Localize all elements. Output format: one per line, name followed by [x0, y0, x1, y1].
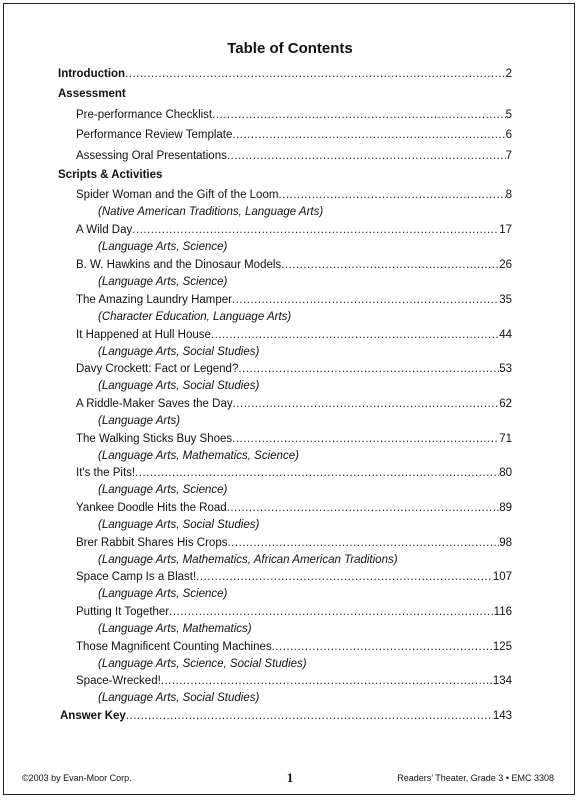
entry-page: 71: [499, 433, 512, 445]
entry-subjects: (Language Arts, Science): [98, 588, 228, 600]
dot-leader: [212, 108, 505, 122]
toc-entry[interactable]: [76, 362, 512, 393]
entry-subjects: (Language Arts, Social Studies): [98, 692, 260, 704]
entry-page: 17: [499, 224, 512, 236]
dot-leader: [125, 67, 506, 81]
entry-label: Space Camp Is a Blast!: [76, 571, 197, 583]
page-title: Table of Contents: [227, 40, 353, 57]
dot-leader: [126, 709, 493, 723]
entry-subjects: (Language Arts, Science, Social Studies): [98, 658, 307, 670]
entry-label: A Riddle-Maker Saves the Day: [76, 398, 233, 410]
toc-entry[interactable]: [76, 108, 512, 122]
toc-entry[interactable]: [76, 674, 512, 705]
toc-entry[interactable]: [76, 149, 512, 163]
entry-subjects: (Native American Traditions, Language Arts): [98, 206, 324, 218]
toc-entry[interactable]: [76, 397, 512, 428]
section-heading-assessment: Assessment: [58, 88, 126, 100]
entry-label: Pre-performance Checklist: [76, 109, 213, 121]
entry-subjects: (Language Arts, Science): [98, 276, 228, 288]
footer-copyright: ©2003 by Evan-Moor Corp.: [22, 773, 132, 783]
entry-page: 125: [492, 641, 512, 653]
entry-page: 98: [499, 537, 512, 549]
entry-label: Davy Crockett: Fact or Legend?: [76, 363, 239, 375]
entry-page: 89: [499, 502, 512, 514]
dot-leader: [233, 397, 500, 411]
entry-page: 7: [505, 150, 512, 162]
entry-label: Those Magnificent Counting Machines: [76, 641, 272, 653]
entry-subjects: (Language Arts, Mathematics, Science): [98, 450, 299, 462]
entry-label: B. W. Hawkins and the Dinosaur Models: [76, 259, 282, 271]
dot-leader: [196, 570, 493, 584]
dot-leader: [281, 258, 499, 272]
entry-page: 5: [505, 109, 512, 121]
entry-page: 26: [499, 259, 512, 271]
entry-label: Performance Review Template: [76, 129, 233, 141]
dot-leader: [232, 293, 499, 307]
footer-series: Readers’ Theater, Grade 3 • EMC 3308: [397, 773, 554, 783]
entry-label: The Walking Sticks Buy Shoes: [76, 433, 233, 445]
entry-label: Answer Key: [60, 710, 126, 722]
dot-leader: [232, 432, 499, 446]
dot-leader: [232, 128, 505, 142]
entry-subjects: (Character Education, Language Arts): [98, 311, 292, 323]
entry-page: 107: [492, 571, 512, 583]
toc-entry[interactable]: [76, 293, 512, 324]
dot-leader: [272, 640, 493, 654]
toc-entry[interactable]: [76, 188, 512, 219]
entry-label: The Amazing Laundry Hamper: [76, 294, 232, 306]
toc-entry[interactable]: [76, 501, 512, 532]
entry-page: 6: [505, 129, 512, 141]
entry-page: 53: [499, 363, 512, 375]
entry-subjects: (Language Arts, Social Studies): [98, 346, 260, 358]
dot-leader: [161, 674, 493, 688]
toc-entry[interactable]: [76, 640, 512, 671]
toc-entry[interactable]: [76, 570, 512, 601]
entry-label: Brer Rabbit Shares His Crops: [76, 537, 228, 549]
toc-entry[interactable]: [76, 223, 512, 254]
entry-subjects: (Language Arts, Social Studies): [98, 519, 260, 531]
dot-leader: [169, 605, 494, 619]
dot-leader: [135, 466, 499, 480]
dot-leader: [238, 362, 499, 376]
entry-page: 2: [505, 68, 512, 80]
entry-page: 143: [492, 710, 512, 722]
dot-leader: [227, 149, 506, 163]
dot-leader: [278, 188, 505, 202]
entry-subjects: (Language Arts): [98, 415, 181, 427]
entry-page: 44: [499, 329, 512, 341]
entry-subjects: (Language Arts, Mathematics, African American Traditions): [98, 554, 398, 566]
entry-subjects: (Language Arts, Social Studies): [98, 380, 260, 392]
dot-leader: [227, 536, 499, 550]
entry-page: 80: [499, 467, 512, 479]
footer-page-number: 1: [286, 770, 294, 785]
entry-page: 35: [499, 294, 512, 306]
toc-entry[interactable]: [76, 258, 512, 289]
entry-page: 116: [493, 606, 512, 618]
entry-label: It's the Pits!: [76, 467, 136, 479]
entry-subjects: (Language Arts, Mathematics): [98, 623, 252, 635]
entry-label: Spider Woman and the Gift of the Loom: [76, 189, 279, 201]
entry-label: Assessing Oral Presentations: [76, 150, 227, 162]
entry-subjects: (Language Arts, Science): [98, 241, 228, 253]
entry-label: A Wild Day: [76, 224, 133, 236]
dot-leader: [227, 501, 500, 515]
section-heading-scripts: Scripts & Activities: [58, 169, 163, 181]
entry-label: Space-Wrecked!: [76, 675, 161, 687]
toc-entry[interactable]: [76, 466, 512, 497]
toc-entry-answer-key[interactable]: [60, 709, 512, 723]
toc-entry-introduction[interactable]: [58, 67, 512, 81]
entry-page: 8: [505, 189, 512, 201]
dot-leader: [132, 223, 499, 237]
entry-label: Putting It Together: [76, 606, 170, 618]
toc-entry[interactable]: [76, 128, 512, 142]
entry-page: 62: [499, 398, 512, 410]
toc-entry[interactable]: [76, 605, 512, 636]
toc-entry[interactable]: [76, 432, 512, 463]
dot-leader: [211, 328, 499, 342]
toc-entry[interactable]: [76, 536, 512, 567]
entry-label: It Happened at Hull House: [76, 329, 211, 341]
entry-label: Introduction: [58, 68, 126, 80]
toc-entry[interactable]: [76, 328, 512, 359]
entry-page: 134: [492, 675, 512, 687]
entry-label: Yankee Doodle Hits the Road: [76, 502, 227, 514]
entry-subjects: (Language Arts, Science): [98, 484, 228, 496]
